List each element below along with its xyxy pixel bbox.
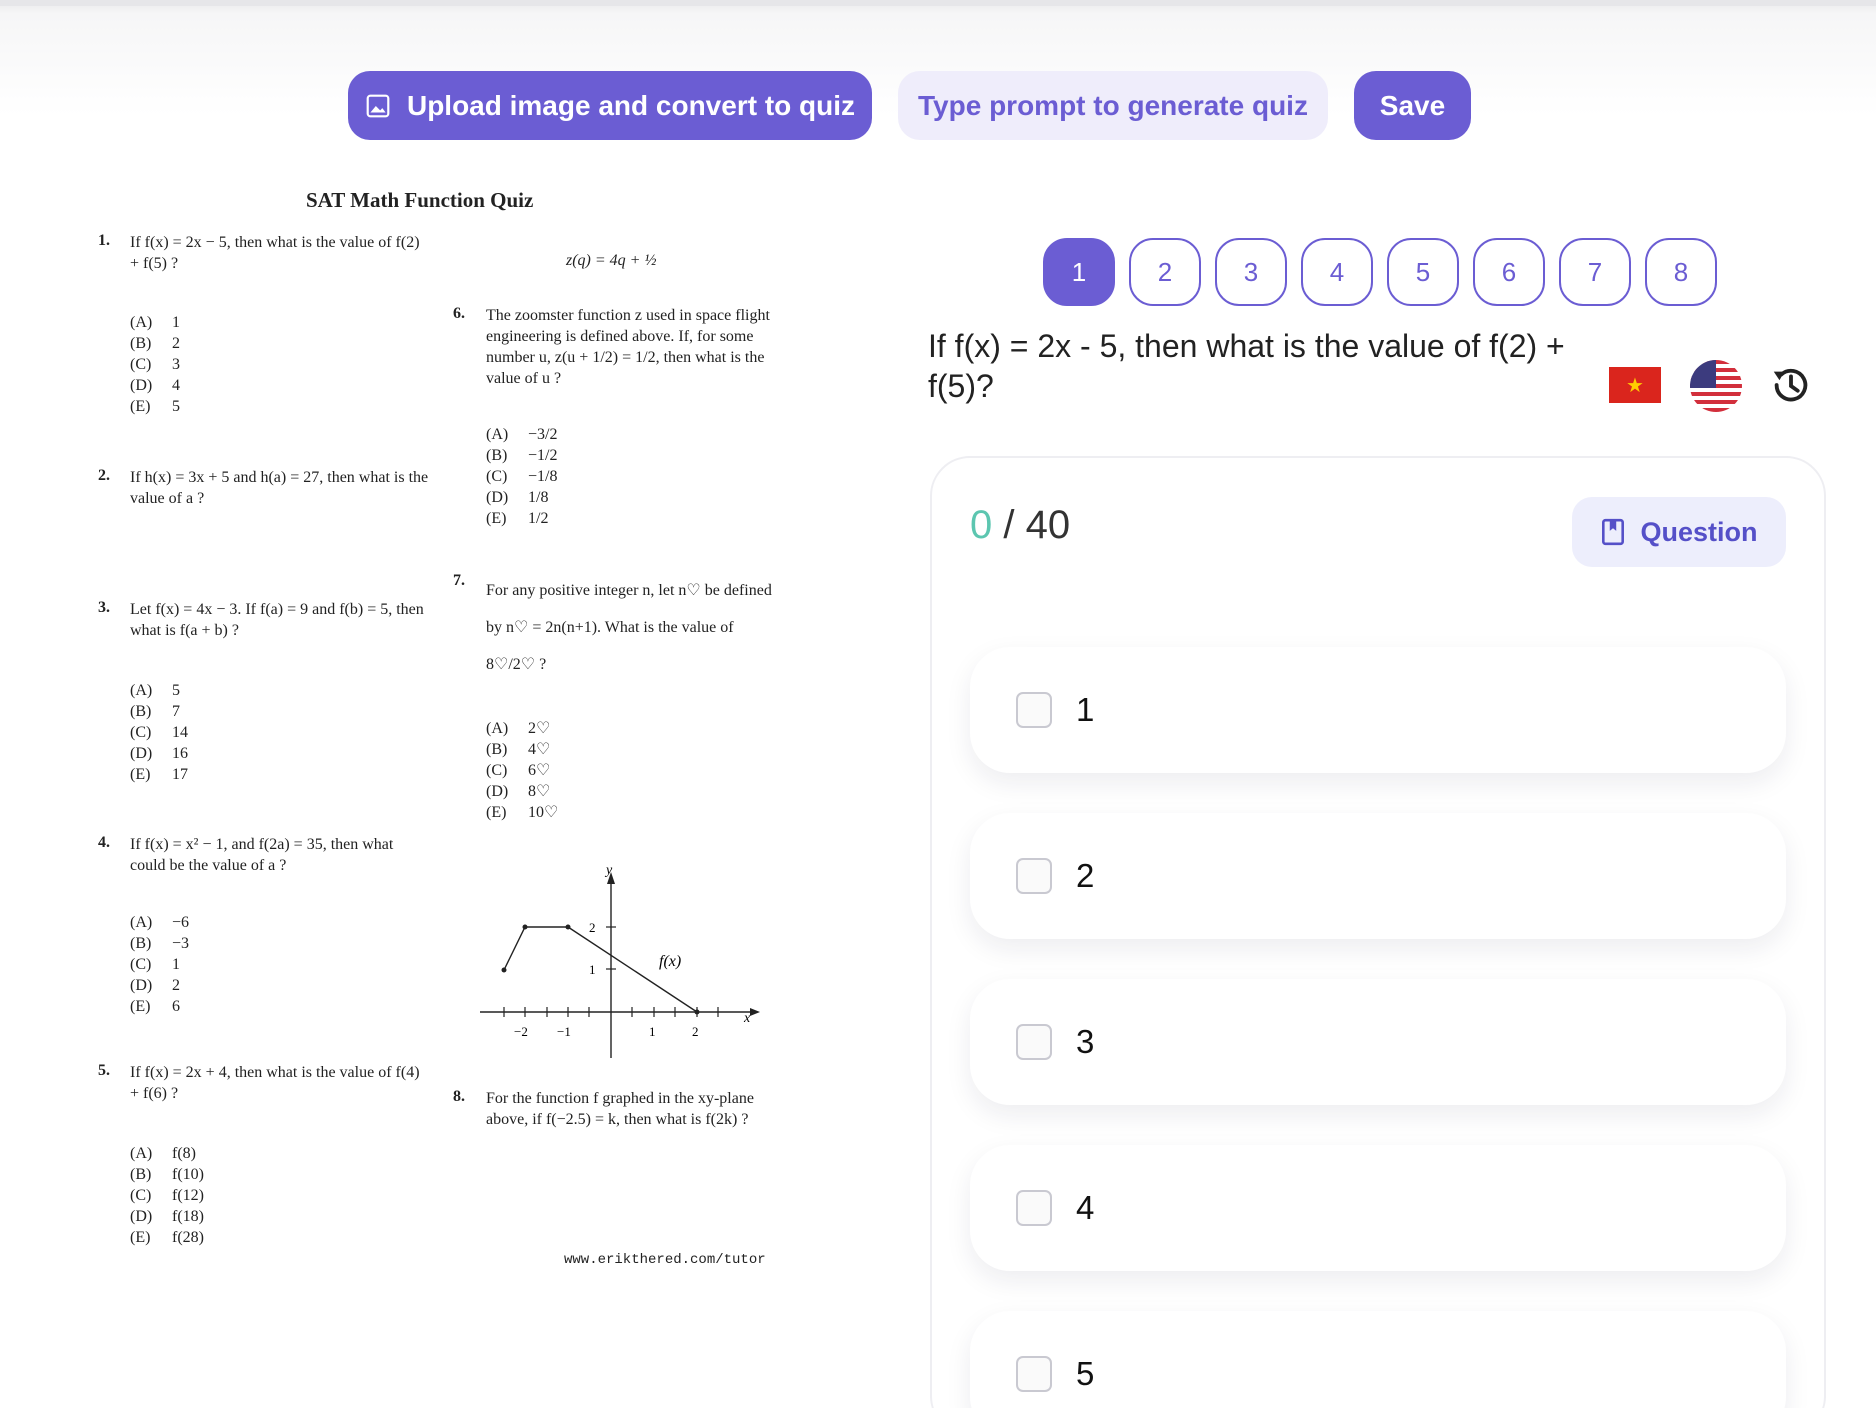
image-icon bbox=[365, 93, 391, 119]
option-value: 4♡ bbox=[528, 741, 551, 758]
q5-option bbox=[130, 1143, 204, 1164]
q7-option bbox=[486, 760, 558, 781]
option-letter: (A) bbox=[130, 682, 153, 699]
option-value: f(28) bbox=[172, 1229, 204, 1246]
q4-options bbox=[130, 912, 189, 1017]
book-icon bbox=[1600, 518, 1626, 546]
question-button-label: Question bbox=[1640, 516, 1758, 547]
option-value: 3 bbox=[172, 356, 180, 373]
question-button[interactable] bbox=[1572, 497, 1786, 567]
answer-checkbox[interactable] bbox=[1016, 858, 1052, 894]
q4-option bbox=[130, 954, 189, 975]
option-value: 4 bbox=[172, 377, 180, 394]
q1-text: If f(x) = 2x − 5, then what is the value of f(2) + f(5) ? bbox=[130, 234, 420, 272]
option-letter: (D) bbox=[486, 783, 509, 800]
q7-option bbox=[486, 718, 558, 739]
q4-text: If f(x) = x² − 1, and f(2a) = 35, then what could be the value of a ? bbox=[130, 836, 394, 874]
option-value: 1 bbox=[172, 956, 180, 973]
q4-option bbox=[130, 912, 189, 933]
option-letter: (E) bbox=[486, 804, 507, 821]
option-letter: (D) bbox=[130, 1208, 153, 1225]
option-letter: (D) bbox=[130, 377, 153, 394]
q3-options bbox=[130, 680, 188, 785]
option-letter: (D) bbox=[130, 977, 153, 994]
q7-options bbox=[486, 718, 558, 823]
type-prompt-button[interactable]: Type prompt to generate quiz bbox=[898, 71, 1328, 140]
option-value: −1/2 bbox=[528, 447, 558, 464]
q4-option bbox=[130, 933, 189, 954]
q3-text: Let f(x) = 4x − 3. If f(a) = 9 and f(b) = 5, then what is f(a + b) ? bbox=[130, 601, 424, 639]
q7-text: For any positive integer n, let n♡ be defined by n♡ = 2n(n+1). What is the value of 8♡/2♡ ? bbox=[486, 582, 772, 673]
q4-option bbox=[130, 996, 189, 1017]
worksheet-footer-url: www.erikthered.com/tutor bbox=[564, 1252, 766, 1268]
q5-options bbox=[130, 1143, 204, 1248]
q7-option bbox=[486, 739, 558, 760]
question-text: If f(x) = 2x - 5, then what is the value of f(2) + f(5)? bbox=[928, 328, 1565, 404]
answer-option[interactable] bbox=[970, 1311, 1786, 1408]
option-letter: (B) bbox=[130, 335, 152, 352]
q8-text: For the function f graphed in the xy-plane above, if f(−2.5) = k, then what is f(2k) ? bbox=[486, 1090, 754, 1128]
option-value: f(12) bbox=[172, 1187, 204, 1204]
answer-label: 2 bbox=[1076, 857, 1095, 894]
q5-option bbox=[130, 1164, 204, 1185]
page-7-button[interactable]: 7 bbox=[1559, 238, 1631, 306]
graph-x-tick: 1 bbox=[649, 1024, 656, 1039]
page-3-button[interactable]: 3 bbox=[1215, 238, 1287, 306]
option-value: 17 bbox=[172, 766, 188, 783]
page-6-button[interactable]: 6 bbox=[1473, 238, 1545, 306]
q6-option bbox=[486, 508, 557, 529]
q7-option bbox=[486, 802, 558, 823]
option-letter: (D) bbox=[486, 489, 509, 506]
save-button[interactable]: Save bbox=[1354, 71, 1471, 140]
option-value: −6 bbox=[172, 914, 190, 931]
option-value: 16 bbox=[172, 745, 188, 762]
q2-number: 2. bbox=[98, 467, 110, 484]
option-value: 2♡ bbox=[528, 720, 551, 737]
score-current: 0 bbox=[970, 503, 993, 547]
option-value: f(8) bbox=[172, 1145, 196, 1162]
q6-option bbox=[486, 487, 557, 508]
option-value: −1/8 bbox=[528, 468, 558, 485]
option-value: 8♡ bbox=[528, 783, 551, 800]
option-value: 6♡ bbox=[528, 762, 551, 779]
flag-star: ★ bbox=[1626, 374, 1644, 397]
page-4-button[interactable]: 4 bbox=[1301, 238, 1373, 306]
answer-option[interactable] bbox=[970, 813, 1786, 939]
q4-number: 4. bbox=[98, 834, 110, 851]
answer-label: 4 bbox=[1076, 1189, 1095, 1226]
worksheet-image bbox=[0, 150, 900, 1408]
option-letter: (B) bbox=[130, 1166, 152, 1183]
graph-x-label: x bbox=[744, 1011, 751, 1026]
q6-option bbox=[486, 445, 557, 466]
q1-option bbox=[130, 375, 180, 396]
q1-option bbox=[130, 396, 180, 417]
option-letter: (B) bbox=[486, 741, 508, 758]
option-letter: (E) bbox=[130, 766, 151, 783]
function-graph bbox=[478, 862, 768, 1062]
answer-option[interactable] bbox=[970, 647, 1786, 773]
q5-option bbox=[130, 1227, 204, 1248]
graph-y-tick: 1 bbox=[589, 962, 596, 977]
page-8-button[interactable]: 8 bbox=[1645, 238, 1717, 306]
option-value: 5 bbox=[172, 398, 180, 415]
q6-option bbox=[486, 424, 557, 445]
option-letter: (C) bbox=[130, 724, 152, 741]
answer-label: 1 bbox=[1076, 691, 1095, 728]
option-value: 2 bbox=[172, 977, 180, 994]
option-value: 14 bbox=[172, 724, 188, 741]
option-letter: (C) bbox=[130, 1187, 152, 1204]
q3-option bbox=[130, 701, 188, 722]
upload-image-button[interactable] bbox=[348, 71, 872, 140]
q7-option bbox=[486, 781, 558, 802]
graph-y-tick: 2 bbox=[589, 920, 596, 935]
option-letter: (A) bbox=[130, 1145, 153, 1162]
answer-label: 5 bbox=[1076, 1355, 1095, 1392]
q5-number: 5. bbox=[98, 1062, 110, 1079]
answer-label: 3 bbox=[1076, 1023, 1095, 1060]
option-value: 7 bbox=[172, 703, 180, 720]
question-pagination bbox=[1043, 238, 1717, 306]
q1-option bbox=[130, 333, 180, 354]
q4-option bbox=[130, 975, 189, 996]
vietnam-flag-icon[interactable] bbox=[1609, 367, 1661, 403]
q1-number: 1. bbox=[98, 232, 110, 249]
q6-option bbox=[486, 466, 557, 487]
option-letter: (C) bbox=[130, 956, 152, 973]
page-1-button[interactable]: 1 bbox=[1043, 238, 1115, 306]
q6-text: The zoomster function z used in space flight engineering is defined above. If, for some number u, z(u + 1/2) = 1/2, then what is the value of u ? bbox=[486, 307, 770, 387]
q5-option bbox=[130, 1206, 204, 1227]
option-letter: (C) bbox=[486, 468, 508, 485]
answer-option[interactable] bbox=[970, 979, 1786, 1105]
us-flag-icon[interactable] bbox=[1690, 360, 1742, 412]
option-value: f(18) bbox=[172, 1208, 204, 1225]
upload-image-label: Upload image and convert to quiz bbox=[406, 89, 856, 121]
option-letter: (E) bbox=[130, 398, 151, 415]
option-value: 1/8 bbox=[528, 489, 549, 506]
option-value: 5 bbox=[172, 682, 180, 699]
q6-number: 6. bbox=[453, 305, 465, 322]
q3-number: 3. bbox=[98, 599, 110, 616]
q1-options bbox=[130, 312, 180, 417]
option-letter: (C) bbox=[130, 356, 152, 373]
option-letter: (A) bbox=[130, 914, 153, 931]
option-letter: (D) bbox=[130, 745, 153, 762]
q6-options bbox=[486, 424, 557, 529]
worksheet-title: SAT Math Function Quiz bbox=[306, 188, 534, 212]
page-5-button[interactable]: 5 bbox=[1387, 238, 1459, 306]
option-value: 10♡ bbox=[528, 804, 559, 821]
option-letter: (B) bbox=[486, 447, 508, 464]
option-letter: (A) bbox=[130, 314, 153, 331]
option-letter: (B) bbox=[130, 703, 152, 720]
q3-option bbox=[130, 680, 188, 701]
option-letter: (B) bbox=[130, 935, 152, 952]
q6-formula: z(q) = 4q + ½ bbox=[566, 252, 657, 269]
graph-y-label: y bbox=[606, 863, 613, 878]
answer-option[interactable] bbox=[970, 1145, 1786, 1271]
option-value: 1 bbox=[172, 314, 180, 331]
q7-number: 7. bbox=[453, 572, 465, 589]
q1-option bbox=[130, 312, 180, 333]
q5-text: If f(x) = 2x + 4, then what is the value of f(4) + f(6) ? bbox=[130, 1064, 420, 1102]
q2-text: If h(x) = 3x + 5 and h(a) = 27, then what is the value of a ? bbox=[130, 469, 429, 507]
graph-x-tick: 2 bbox=[692, 1024, 699, 1039]
q3-option bbox=[130, 722, 188, 743]
option-letter: (A) bbox=[486, 720, 509, 737]
q3-option bbox=[130, 764, 188, 785]
answer-checkbox[interactable] bbox=[1016, 1190, 1052, 1226]
q3-option bbox=[130, 743, 188, 764]
graph-x-tick: −1 bbox=[557, 1024, 571, 1039]
q5-option bbox=[130, 1185, 204, 1206]
option-value: 1/2 bbox=[528, 510, 549, 527]
option-value: 2 bbox=[172, 335, 180, 352]
page-2-button[interactable]: 2 bbox=[1129, 238, 1201, 306]
score-display bbox=[970, 503, 1070, 548]
history-icon[interactable] bbox=[1768, 362, 1814, 408]
score-total: / 40 bbox=[1003, 503, 1071, 547]
option-letter: (A) bbox=[486, 426, 509, 443]
graph-curve-label: f(x) bbox=[659, 953, 682, 970]
option-value: −3/2 bbox=[528, 426, 558, 443]
option-value: f(10) bbox=[172, 1166, 204, 1183]
option-letter: (C) bbox=[486, 762, 508, 779]
option-value: 6 bbox=[172, 998, 180, 1015]
answer-checkbox[interactable] bbox=[1016, 1024, 1052, 1060]
graph-x-tick: −2 bbox=[514, 1024, 528, 1039]
option-letter: (E) bbox=[486, 510, 507, 527]
answer-checkbox[interactable] bbox=[1016, 1356, 1052, 1392]
answer-checkbox[interactable] bbox=[1016, 692, 1052, 728]
option-letter: (E) bbox=[130, 998, 151, 1015]
q8-number: 8. bbox=[453, 1088, 465, 1105]
q1-option bbox=[130, 354, 180, 375]
option-letter: (E) bbox=[130, 1229, 151, 1246]
option-value: −3 bbox=[172, 935, 190, 952]
